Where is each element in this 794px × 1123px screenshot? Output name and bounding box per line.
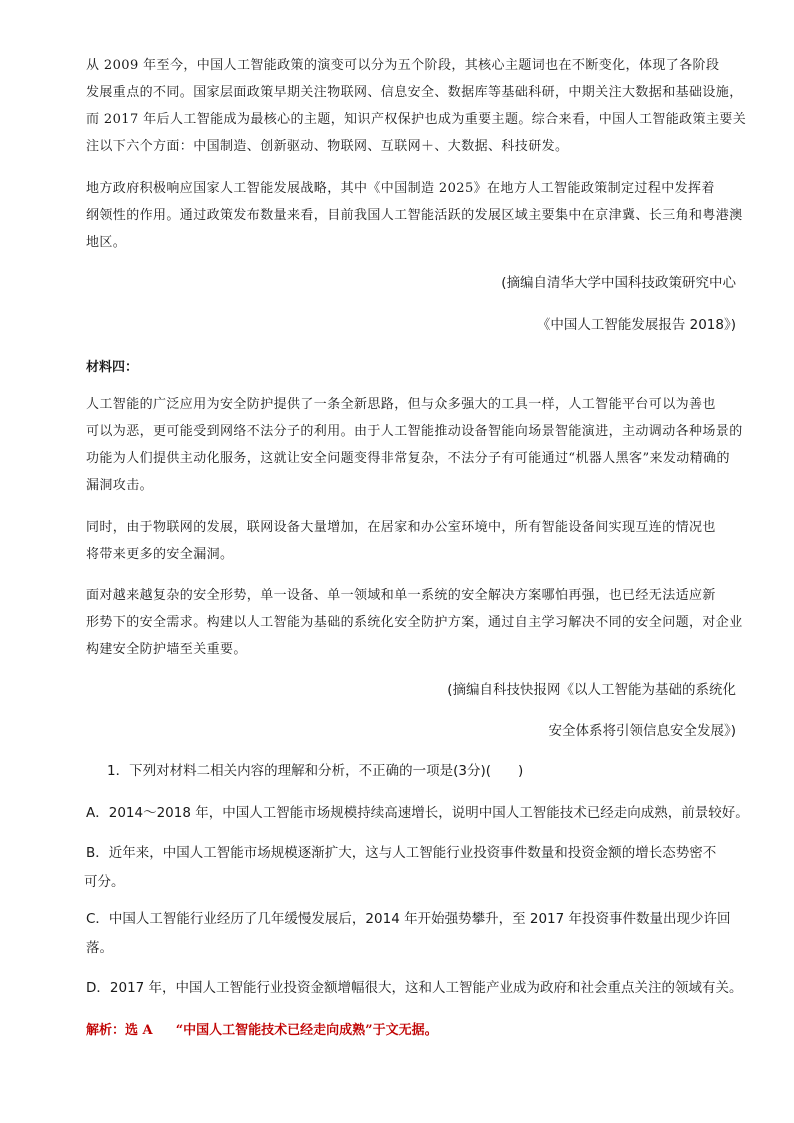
text-line: 形势下的安全需求。构建以人工智能为基础的系统化安全防护方案，通过自主学习解决不同的安全问题，对企业 <box>86 615 743 630</box>
material4-paragraph-2 <box>86 514 738 568</box>
text-line: 地区。 <box>86 235 127 250</box>
text-line: 地方政府积极响应国家人工智能发展战略，其中《中国制造 2025》在地方人工智能政策制定过程中发挥着 <box>86 181 715 196</box>
option-c-text: C．中国人工智能行业经历了几年缓慢发展后，2014 年开始强势攀升，至 2017 年投资事件数量出现少许回 <box>86 911 731 927</box>
text-line: 可以为恶，更可能受到网络不法分子的利用。由于人工智能推动设备智能向场景智能演进，主动调动各种场景的 <box>86 424 743 439</box>
text-line: 而 2017 年后人工智能成为最核心的主题，知识产权保护也成为重要主题。综合来看，中国人工智能政策主要关 <box>86 112 747 127</box>
text-line: 构建安全防护墙至关重要。 <box>86 642 247 657</box>
answer-label: 解析：选 A <box>86 1023 153 1038</box>
option-d <box>86 974 746 1003</box>
text-line: 人工智能的广泛应用为安全防护提供了一条全新思路，但与众多强大的工具一样，人工智能平台可以为善也 <box>86 397 716 412</box>
text-line: 从 2009 年至今，中国人工智能政策的演变可以分为五个阶段，其核心主题词也在不断变化，体现了各阶段 <box>86 58 720 73</box>
text-line: 纲领性的作用。通过政策发布数量来看，目前我国人工智能活跃的发展区域主要集中在京津冀、长三角和粤港澳 <box>86 208 743 223</box>
text-line: 同时，由于物联网的发展，联网设备大量增加，在居家和办公室环境中，所有智能设备间实现互连的情况也 <box>86 520 716 535</box>
material4-paragraph-3 <box>86 582 743 663</box>
option-b-text-continued: 可分。 <box>84 874 125 890</box>
option-c-text-continued: 落。 <box>86 940 113 956</box>
text-line: 功能为人们提供主动化服务，这就让安全问题变得非常复杂，不法分子有可能通过“机器人黑客”来发动精确的 <box>86 451 730 466</box>
question-stem-text: 1．下列对材料二相关内容的理解和分析，不正确的一项是(3分)( ) <box>107 763 524 779</box>
text-line: 注以下六个方面：中国制造、创新驱动、物联网、互联网＋、大数据、科技研发。 <box>86 139 569 154</box>
option-b-text: B．近年来，中国人工智能市场规模逐渐扩大，这与人工智能行业投资事件数量和投资金额的增长态势密不 <box>86 845 717 861</box>
option-c <box>86 905 746 963</box>
answer-explanation <box>86 1019 438 1038</box>
text-line: 发展重点的不同。国家层面政策早期关注物联网、信息安全、数据库等基础科研，中期关注大数据和基础设施， <box>86 85 743 100</box>
text-line: 漏洞攻击。 <box>86 478 154 493</box>
question-stem <box>107 757 747 786</box>
option-a <box>86 799 749 828</box>
material3-paragraph-1 <box>86 52 747 160</box>
material4-paragraph-1 <box>86 391 743 499</box>
material4-source-line-2: 安全体系将引领信息安全发展》) <box>548 723 736 739</box>
option-b <box>86 839 746 897</box>
text-line: 面对越来越复杂的安全形势，单一设备、单一领域和单一系统的安全解决方案哪怕再强，也已经无法适应新 <box>86 588 716 603</box>
text-line: 将带来更多的安全漏洞。 <box>86 547 234 562</box>
material3-source-line-1: (摘编自清华大学中国科技政策研究中心 <box>501 275 736 291</box>
material3-paragraph-2 <box>86 175 743 256</box>
material4-heading: 材料四： <box>86 360 139 375</box>
option-d-text: D．2017 年，中国人工智能行业投资金额增幅很大，这和人工智能产业成为政府和社会重点关注的领域有关。 <box>86 980 743 996</box>
option-a-text: A．2014～2018 年，中国人工智能市场规模持续高速增长，说明中国人工智能技术已经走向成熟，前景较好。 <box>86 805 749 821</box>
answer-text: “中国人工智能技术已经走向成熟”于文无据。 <box>175 1023 438 1038</box>
material3-source-line-2: 《中国人工智能发展报告 2018》) <box>536 317 736 333</box>
material4-source-line-1: (摘编自科技快报网《以人工智能为基础的系统化 <box>447 682 736 698</box>
